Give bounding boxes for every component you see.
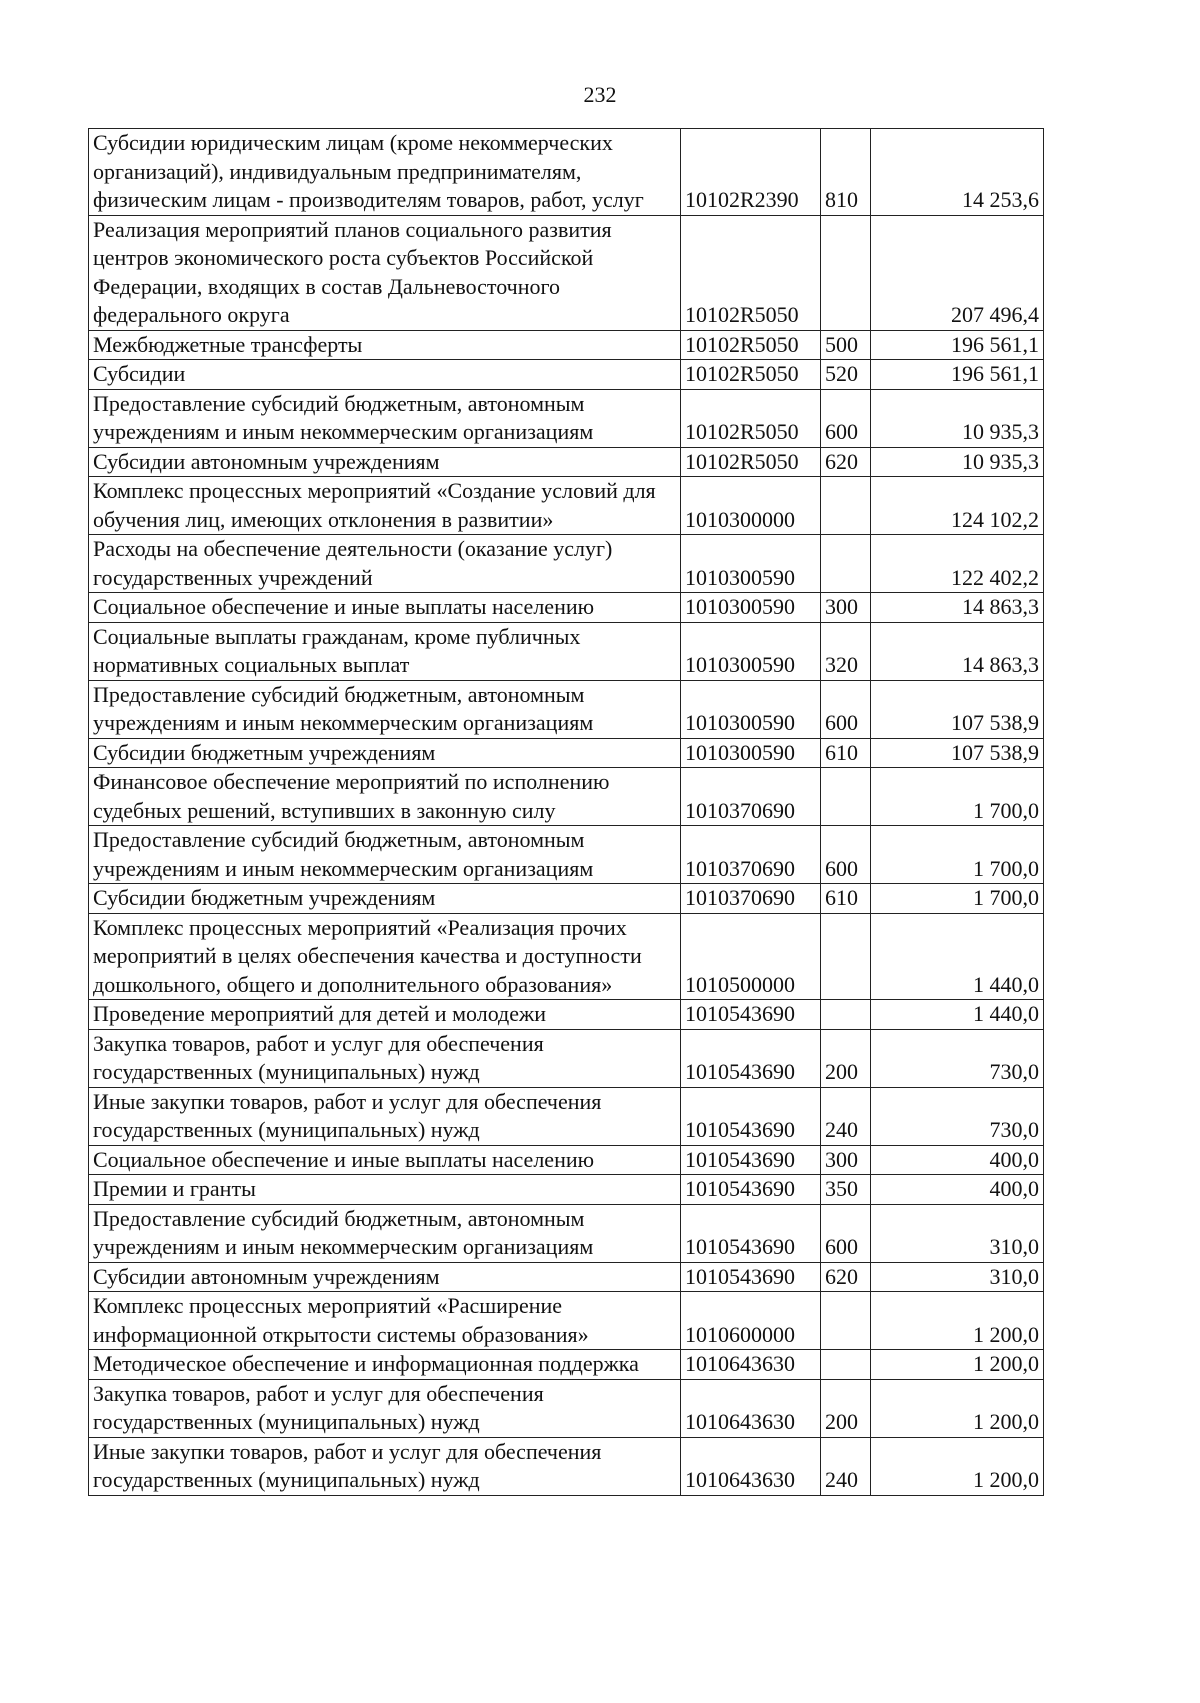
expense-name-cell: Комплекс процессных мероприятий «Реализация прочих мероприятий в целях обеспечения качества и доступности дошкольного, общего и дополнительного образования» xyxy=(89,913,681,1000)
expense-type-cell: 200 xyxy=(821,1379,871,1437)
target-code-cell: 1010643630 xyxy=(681,1379,821,1437)
expense-type-cell: 520 xyxy=(821,360,871,390)
amount-cell: 107 538,9 xyxy=(871,680,1044,738)
expense-name-cell: Проведение мероприятий для детей и молодежи xyxy=(89,1000,681,1030)
expense-type-cell: 240 xyxy=(821,1087,871,1145)
expense-type-cell: 600 xyxy=(821,826,871,884)
expense-name-cell: Предоставление субсидий бюджетным, автономным учреждениям и иным некоммерческим организациям xyxy=(89,826,681,884)
amount-cell: 124 102,2 xyxy=(871,477,1044,535)
table-row xyxy=(89,593,1044,623)
amount-cell: 1 200,0 xyxy=(871,1292,1044,1350)
expense-type-cell xyxy=(821,477,871,535)
amount-cell: 14 863,3 xyxy=(871,593,1044,623)
target-code-cell: 1010300590 xyxy=(681,622,821,680)
table-row xyxy=(89,477,1044,535)
expense-type-cell: 320 xyxy=(821,622,871,680)
target-code-cell: 1010643630 xyxy=(681,1350,821,1380)
target-code-cell: 1010543690 xyxy=(681,1087,821,1145)
expense-type-cell xyxy=(821,1350,871,1380)
page-number: 232 xyxy=(583,82,617,107)
amount-cell: 1 700,0 xyxy=(871,768,1044,826)
expense-name-cell: Межбюджетные трансферты xyxy=(89,330,681,360)
expense-type-cell: 620 xyxy=(821,1262,871,1292)
expense-type-cell: 600 xyxy=(821,389,871,447)
amount-cell: 10 935,3 xyxy=(871,389,1044,447)
expense-type-cell: 300 xyxy=(821,593,871,623)
target-code-cell: 1010370690 xyxy=(681,884,821,914)
table-row xyxy=(89,884,1044,914)
target-code-cell: 1010300590 xyxy=(681,593,821,623)
target-code-cell: 1010370690 xyxy=(681,768,821,826)
budget-table xyxy=(88,128,1044,1496)
expense-name-cell: Комплекс процессных мероприятий «Создание условий для обучения лиц, имеющих отклонения в развитии» xyxy=(89,477,681,535)
table-row xyxy=(89,1437,1044,1495)
table-row xyxy=(89,129,1044,216)
expense-name-cell: Социальное обеспечение и иные выплаты населению xyxy=(89,1145,681,1175)
amount-cell: 14 863,3 xyxy=(871,622,1044,680)
expense-type-cell: 610 xyxy=(821,884,871,914)
target-code-cell: 1010500000 xyxy=(681,913,821,1000)
amount-cell: 730,0 xyxy=(871,1029,1044,1087)
table-row xyxy=(89,1350,1044,1380)
amount-cell: 107 538,9 xyxy=(871,738,1044,768)
expense-name-cell: Закупка товаров, работ и услуг для обеспечения государственных (муниципальных) нужд xyxy=(89,1379,681,1437)
target-code-cell: 1010370690 xyxy=(681,826,821,884)
target-code-cell: 1010543690 xyxy=(681,1145,821,1175)
table-row xyxy=(89,1000,1044,1030)
table-row xyxy=(89,330,1044,360)
amount-cell: 730,0 xyxy=(871,1087,1044,1145)
amount-cell: 310,0 xyxy=(871,1204,1044,1262)
table-row xyxy=(89,622,1044,680)
target-code-cell: 1010600000 xyxy=(681,1292,821,1350)
expense-name-cell: Предоставление субсидий бюджетным, автономным учреждениям и иным некоммерческим организациям xyxy=(89,1204,681,1262)
amount-cell: 14 253,6 xyxy=(871,129,1044,216)
expense-type-cell: 500 xyxy=(821,330,871,360)
target-code-cell: 10102R5050 xyxy=(681,330,821,360)
table-row xyxy=(89,1379,1044,1437)
expense-name-cell: Субсидии xyxy=(89,360,681,390)
expense-type-cell: 300 xyxy=(821,1145,871,1175)
amount-cell: 310,0 xyxy=(871,1262,1044,1292)
expense-type-cell: 810 xyxy=(821,129,871,216)
amount-cell: 207 496,4 xyxy=(871,215,1044,330)
expense-name-cell: Закупка товаров, работ и услуг для обеспечения государственных (муниципальных) нужд xyxy=(89,1029,681,1087)
target-code-cell: 1010300590 xyxy=(681,535,821,593)
expense-type-cell xyxy=(821,1000,871,1030)
table-row xyxy=(89,680,1044,738)
expense-type-cell xyxy=(821,913,871,1000)
amount-cell: 1 700,0 xyxy=(871,884,1044,914)
target-code-cell: 1010543690 xyxy=(681,1000,821,1030)
table-row xyxy=(89,215,1044,330)
expense-name-cell: Социальные выплаты гражданам, кроме публичных нормативных социальных выплат xyxy=(89,622,681,680)
table-row xyxy=(89,360,1044,390)
expense-type-cell xyxy=(821,1292,871,1350)
expense-name-cell: Субсидии автономным учреждениям xyxy=(89,1262,681,1292)
expense-name-cell: Предоставление субсидий бюджетным, автономным учреждениям и иным некоммерческим организациям xyxy=(89,389,681,447)
expense-name-cell: Субсидии бюджетным учреждениям xyxy=(89,738,681,768)
target-code-cell: 1010300590 xyxy=(681,680,821,738)
table-row xyxy=(89,913,1044,1000)
target-code-cell: 10102R5050 xyxy=(681,215,821,330)
table-row xyxy=(89,1204,1044,1262)
expense-type-cell: 240 xyxy=(821,1437,871,1495)
target-code-cell: 1010543690 xyxy=(681,1204,821,1262)
expense-name-cell: Предоставление субсидий бюджетным, автономным учреждениям и иным некоммерческим организациям xyxy=(89,680,681,738)
table-row xyxy=(89,1262,1044,1292)
target-code-cell: 10102R5050 xyxy=(681,389,821,447)
amount-cell: 1 700,0 xyxy=(871,826,1044,884)
amount-cell: 400,0 xyxy=(871,1145,1044,1175)
amount-cell: 122 402,2 xyxy=(871,535,1044,593)
amount-cell: 1 200,0 xyxy=(871,1350,1044,1380)
table-row xyxy=(89,826,1044,884)
expense-name-cell: Комплекс процессных мероприятий «Расширение информационной открытости системы образования» xyxy=(89,1292,681,1350)
expense-name-cell: Социальное обеспечение и иные выплаты населению xyxy=(89,593,681,623)
expense-name-cell: Финансовое обеспечение мероприятий по исполнению судебных решений, вступивших в законную силу xyxy=(89,768,681,826)
table-row xyxy=(89,535,1044,593)
table-row xyxy=(89,1175,1044,1205)
target-code-cell: 1010543690 xyxy=(681,1029,821,1087)
table-row xyxy=(89,768,1044,826)
table-row xyxy=(89,1292,1044,1350)
expense-name-cell: Иные закупки товаров, работ и услуг для обеспечения государственных (муниципальных) нужд xyxy=(89,1437,681,1495)
expense-name-cell: Субсидии бюджетным учреждениям xyxy=(89,884,681,914)
expense-name-cell: Премии и гранты xyxy=(89,1175,681,1205)
expense-name-cell: Расходы на обеспечение деятельности (оказание услуг) государственных учреждений xyxy=(89,535,681,593)
expense-type-cell: 350 xyxy=(821,1175,871,1205)
expense-type-cell: 610 xyxy=(821,738,871,768)
target-code-cell: 10102R5050 xyxy=(681,447,821,477)
expense-type-cell xyxy=(821,215,871,330)
expense-name-cell: Иные закупки товаров, работ и услуг для обеспечения государственных (муниципальных) нужд xyxy=(89,1087,681,1145)
target-code-cell: 1010543690 xyxy=(681,1175,821,1205)
expense-name-cell: Субсидии юридическим лицам (кроме некоммерческих организаций), индивидуальным предпринимателям, физическим лицам - производителям товаров, работ, услуг xyxy=(89,129,681,216)
target-code-cell: 1010300000 xyxy=(681,477,821,535)
target-code-cell: 10102R5050 xyxy=(681,360,821,390)
amount-cell: 1 440,0 xyxy=(871,913,1044,1000)
amount-cell: 196 561,1 xyxy=(871,360,1044,390)
table-row xyxy=(89,1145,1044,1175)
target-code-cell: 1010543690 xyxy=(681,1262,821,1292)
expense-type-cell xyxy=(821,768,871,826)
table-row xyxy=(89,1087,1044,1145)
expense-name-cell: Реализация мероприятий планов социального развития центров экономического роста субъектов Российской Федерации, входящих в состав Дальневосточного федерального округа xyxy=(89,215,681,330)
amount-cell: 10 935,3 xyxy=(871,447,1044,477)
expense-name-cell: Методическое обеспечение и информационная поддержка xyxy=(89,1350,681,1380)
table-row xyxy=(89,1029,1044,1087)
expense-name-cell: Субсидии автономным учреждениям xyxy=(89,447,681,477)
amount-cell: 1 200,0 xyxy=(871,1379,1044,1437)
expense-type-cell: 200 xyxy=(821,1029,871,1087)
target-code-cell: 10102R2390 xyxy=(681,129,821,216)
expense-type-cell: 600 xyxy=(821,1204,871,1262)
expense-type-cell: 620 xyxy=(821,447,871,477)
amount-cell: 400,0 xyxy=(871,1175,1044,1205)
amount-cell: 1 200,0 xyxy=(871,1437,1044,1495)
table-row xyxy=(89,447,1044,477)
amount-cell: 1 440,0 xyxy=(871,1000,1044,1030)
target-code-cell: 1010300590 xyxy=(681,738,821,768)
expense-type-cell: 600 xyxy=(821,680,871,738)
table-row xyxy=(89,389,1044,447)
expense-type-cell xyxy=(821,535,871,593)
budget-table-body xyxy=(89,129,1044,1496)
amount-cell: 196 561,1 xyxy=(871,330,1044,360)
table-row xyxy=(89,738,1044,768)
target-code-cell: 1010643630 xyxy=(681,1437,821,1495)
